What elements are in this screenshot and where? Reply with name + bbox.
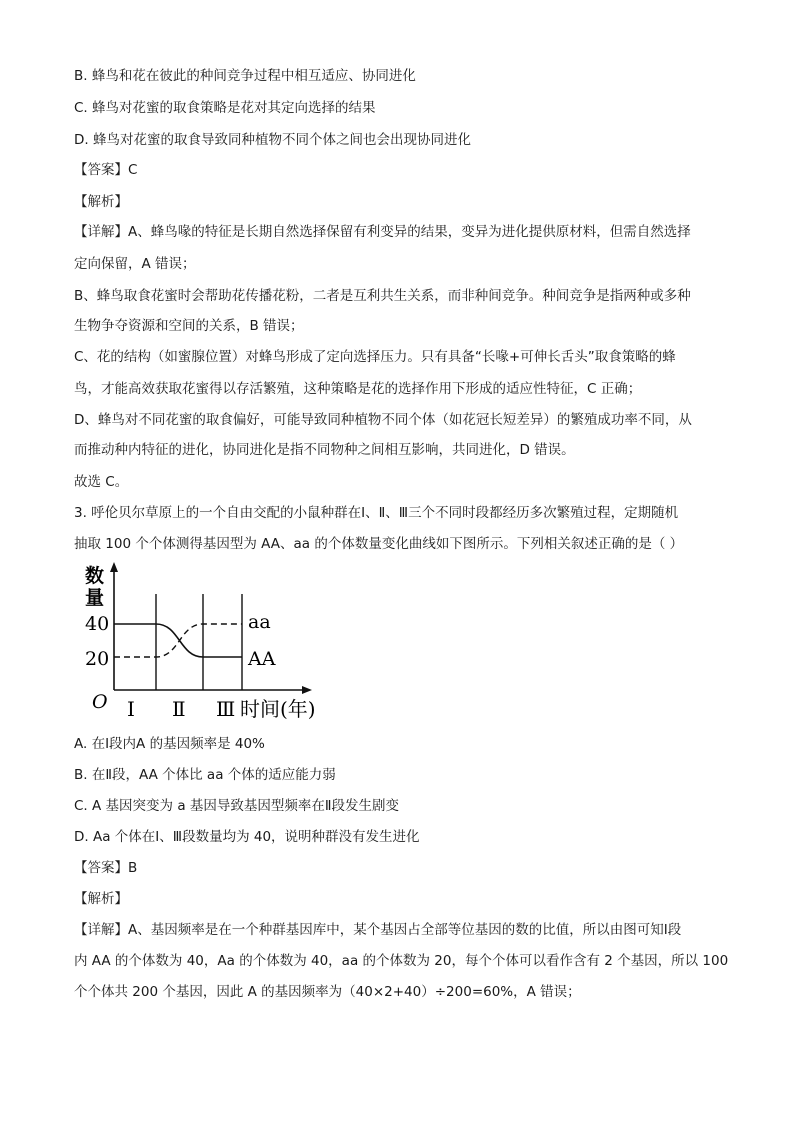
q2-detail-line: D、蜂鸟对不同花蜜的取食偏好，可能导致同种植物不同个体（如花冠长短差异）的繁殖成功率不同，从 — [74, 412, 692, 428]
q3-option-a: A. 在Ⅰ段内A 的基因频率是 40% — [74, 736, 265, 752]
y-tick-label: 40 — [85, 613, 110, 635]
q2-conclusion: 故选 C。 — [74, 474, 129, 490]
q3-option-d: D. Aa 个体在Ⅰ、Ⅲ段数量均为 40，说明种群没有发生进化 — [74, 829, 420, 845]
q3-detail-line: 个个体共 200 个基因，因此 A 的基因频率为（40×2+40）÷200=60%，A 错误； — [74, 984, 581, 1000]
q2-detail-line: C、花的结构（如蜜腺位置）对蜂鸟形成了定向选择压力。只有具备“长喙+可伸长舌头”取食策略的蜂 — [74, 349, 676, 365]
q2-detail-line: B、蜂鸟取食花蜜时会帮助花传播花粉，二者是互利共生关系，而非种间竞争。种间竞争是指两种或多种 — [74, 288, 691, 304]
q2-detail-line: 鸟，才能高效获取花蜜得以存活繁殖，这种策略是花的选择作用下形成的适应性特征，C 正确； — [74, 381, 642, 397]
q3-detail-line: 内 AA 的个体数为 40，Aa 的个体数为 40，aa 的个体数为 20，每个个体可以看作含有 2 个基因，所以 100 — [74, 953, 729, 969]
series-AA-line — [114, 624, 242, 657]
q2-option-b: B. 蜂鸟和花在彼此的种间竞争过程中相互适应、协同进化 — [74, 68, 416, 84]
series-aa-line — [114, 624, 242, 657]
period-label-1: Ⅰ — [127, 697, 135, 721]
period-label-2: Ⅱ — [172, 697, 186, 721]
q3-analysis-heading: 【解析】 — [74, 891, 128, 907]
q3-answer: 【答案】B — [74, 860, 138, 876]
y-tick-label: 20 — [85, 648, 110, 670]
x-axis-arrow — [302, 686, 312, 694]
q3-stem-line: 3. 呼伦贝尔草原上的一个自由交配的小鼠种群在Ⅰ、Ⅱ、Ⅲ三个不同时段都经历多次繁殖过程，定期随机 — [74, 505, 679, 521]
q3-stem-line: 抽取 100 个个体测得基因型为 AA、aa 的个体数量变化曲线如下图所示。下列相关叙述正确的是（ ） — [74, 536, 684, 552]
q2-analysis-heading: 【解析】 — [74, 194, 128, 210]
q2-option-c: C. 蜂鸟对花蜜的取食策略是花对其定向选择的结果 — [74, 100, 376, 116]
y-axis-arrow — [110, 562, 118, 572]
q2-answer: 【答案】C — [74, 162, 138, 178]
x-axis-label: 时间(年) — [240, 697, 316, 721]
period-label-3: Ⅲ — [216, 697, 236, 721]
series-label-AA: AA — [248, 648, 276, 670]
y-axis-label-char: 数 — [85, 565, 105, 587]
y-axis-label-char: 量 — [85, 587, 105, 609]
series-label-aa: aa — [248, 611, 271, 633]
q3-option-b: B. 在Ⅱ段，AA 个体比 aa 个体的适应能力弱 — [74, 767, 336, 783]
q2-detail-line: 生物争夺资源和空间的关系，B 错误； — [74, 318, 304, 334]
q2-detail-line: 定向保留，A 错误； — [74, 256, 196, 272]
q2-option-d: D. 蜂鸟对花蜜的取食导致同种植物不同个体之间也会出现协同进化 — [74, 132, 471, 148]
origin-label: O — [92, 691, 108, 713]
q2-detail-line: 而推动种内特征的进化，协同进化是指不同物种之间相互影响，共同进化，D 错误。 — [74, 442, 575, 458]
genotype-count-chart — [82, 562, 332, 722]
q3-detail-line: 【详解】A、基因频率是在一个种群基因库中，某个基因占全部等位基因的数的比值，所以由图可知Ⅰ段 — [74, 922, 682, 938]
q3-option-c: C. A 基因突变为 a 基因导致基因型频率在Ⅱ段发生剧变 — [74, 798, 400, 814]
q2-detail-line: 【详解】A、蜂鸟喙的特征是长期自然选择保留有利变异的结果，变异为进化提供原材料，但需自然选择 — [74, 224, 691, 240]
